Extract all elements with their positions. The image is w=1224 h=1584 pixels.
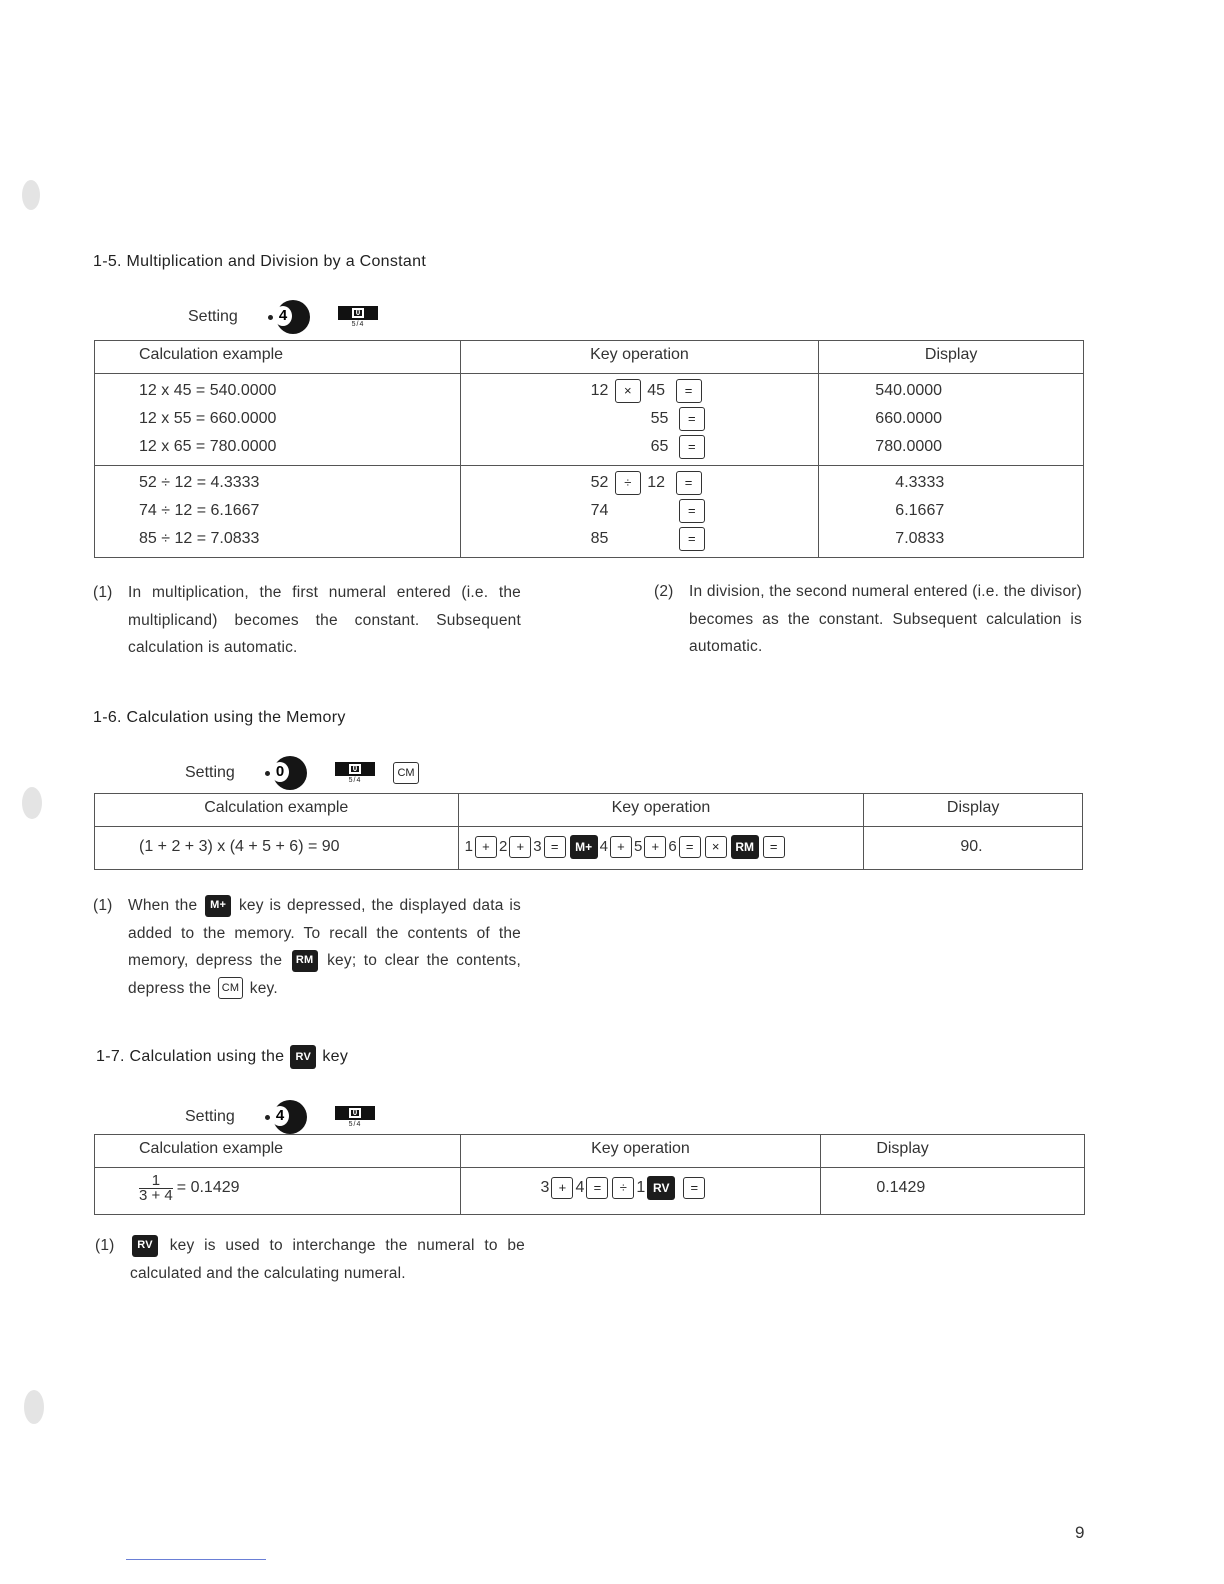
setting-label: Setting [188, 308, 238, 325]
example-line: 12 x 55 = 660.0000 [139, 410, 277, 427]
equals-key: = [679, 527, 705, 551]
setting-label: Setting [185, 764, 235, 781]
multiply-key: × [615, 379, 641, 403]
equals-key: = [679, 435, 705, 459]
key-digit: 45 [647, 382, 666, 399]
key-digit: 55 [650, 410, 669, 427]
equals-key: = [586, 1177, 608, 1199]
key-digit: 85 [590, 530, 609, 547]
div-examples [95, 466, 461, 558]
scan-blot [24, 1390, 44, 1424]
note-1-6-1: (1) When the M+ key is depressed, the displayed data is added to the memory. To recall the contents of the memory, depress the RM key; to clear the contents, depress the CM key. [93, 892, 521, 1002]
display-value: 6.1667 [895, 502, 945, 519]
decimal-dial-icon: 0 [273, 756, 307, 790]
key-digit: 74 [590, 502, 609, 519]
header-display: Display [821, 1135, 1085, 1168]
reverse-key: RV [290, 1045, 316, 1069]
example-line: 52 ÷ 12 = 4.3333 [139, 474, 260, 491]
display-value: 7.0833 [895, 530, 945, 547]
plus-key: + [475, 836, 497, 858]
plus-key: + [644, 836, 666, 858]
recall-memory-key: RM [731, 835, 759, 859]
mult-keys [460, 374, 819, 466]
plus-key: + [610, 836, 632, 858]
example-line: 74 ÷ 12 = 6.1667 [139, 502, 260, 519]
table-1-6 [94, 793, 1083, 870]
memory-display: 90. [864, 827, 1083, 870]
example-line: 12 x 65 = 780.0000 [139, 438, 277, 455]
rounding-switch-icon: 0 5/4 [335, 1106, 375, 1128]
plus-key: + [509, 836, 531, 858]
div-display [819, 466, 1084, 558]
reverse-keys: 3 + 4 = ÷ 1 RV = [460, 1168, 821, 1215]
mult-display [819, 374, 1084, 466]
equals-key: = [676, 471, 702, 495]
header-display: Display [864, 794, 1083, 827]
note-1-5-2: (2) In division, the second numeral entered (i.e. the divisor) becomes as the constant. Subsequent calculation is automatic. [654, 583, 1082, 655]
dial-dot [268, 315, 273, 320]
note-1-5-1: (1) In multiplication, the first numeral entered (i.e. the multiplicand) becomes the constant. Subsequent calculation is automatic. [93, 584, 521, 656]
header-keys: Key operation [460, 341, 819, 374]
scan-blot [22, 787, 42, 819]
header-example: Calculation example [95, 794, 459, 827]
plus-key: + [551, 1177, 573, 1199]
header-example: Calculation example [95, 1135, 461, 1168]
clear-memory-key: CM [218, 977, 244, 999]
header-example: Calculation example [95, 341, 461, 374]
key-digit: 52 [590, 474, 609, 491]
mult-examples [95, 374, 461, 466]
divide-key: ÷ [615, 471, 641, 495]
equals-key: = [679, 407, 705, 431]
section-1-6-title: 1-6. Calculation using the Memory [93, 709, 346, 726]
equals-key: = [763, 836, 785, 858]
equals-key: = [679, 836, 701, 858]
footer-rule [126, 1559, 266, 1560]
rounding-switch-icon: 0 5/4 [335, 762, 375, 784]
reverse-key: RV [647, 1176, 675, 1200]
divide-key: ÷ [612, 1177, 634, 1199]
memory-example: (1 + 2 + 3) x (4 + 5 + 6) = 90 [95, 827, 459, 870]
key-digit: 65 [650, 438, 669, 455]
rounding-switch-icon: 0 5/4 [338, 306, 378, 328]
display-value: 780.0000 [875, 438, 943, 455]
section-1-7-title: 1-7. Calculation using the RV key [96, 1045, 348, 1069]
example-line: 12 x 45 = 540.0000 [139, 382, 277, 399]
header-keys: Key operation [458, 794, 864, 827]
key-digit: 12 [590, 382, 609, 399]
table-1-7 [94, 1134, 1085, 1215]
page-number: 9 [1075, 1523, 1085, 1542]
dial-dot [265, 1115, 270, 1120]
note-1-7-1: (1) RV key is used to interchange the numeral to be calculated and the calculating numeral. [95, 1232, 525, 1287]
reverse-key: RV [132, 1235, 158, 1257]
equals-key: = [676, 379, 702, 403]
header-display: Display [819, 341, 1084, 374]
table-1-5 [94, 340, 1084, 558]
memory-plus-key: M+ [205, 895, 231, 917]
fraction: $\frac{1}{3 + 4}$ [139, 1171, 173, 1204]
scan-blot [22, 180, 40, 210]
setting-label: Setting [185, 1108, 235, 1125]
clear-memory-key: CM [393, 762, 419, 784]
dial-dot [265, 771, 270, 776]
multiply-key: × [705, 836, 727, 858]
reverse-display: 0.1429 [821, 1168, 1085, 1215]
display-value: 4.3333 [895, 474, 945, 491]
key-digit: 12 [647, 474, 666, 491]
equals-key: = [683, 1177, 705, 1199]
reverse-example: $\frac{1}{3 + 4}$ = 0.1429 [95, 1168, 461, 1215]
div-keys [460, 466, 819, 558]
equals-key: = [544, 836, 566, 858]
display-value: 540.0000 [875, 382, 943, 399]
setting-1-5 [188, 300, 378, 334]
display-value: 660.0000 [875, 410, 943, 427]
header-keys: Key operation [460, 1135, 821, 1168]
setting-1-7 [185, 1100, 375, 1134]
memory-keys: 1 + 2 + 3 = M+ 4 + 5 + 6 = × RM = [458, 827, 864, 870]
memory-plus-key: M+ [570, 835, 598, 859]
setting-1-6 [185, 756, 419, 790]
recall-memory-key: RM [292, 950, 318, 972]
equals-key: = [679, 499, 705, 523]
decimal-dial-icon: 4 [273, 1100, 307, 1134]
section-1-5-title: 1-5. Multiplication and Division by a Constant [93, 253, 427, 270]
example-line: 85 ÷ 12 = 7.0833 [139, 530, 260, 547]
decimal-dial-icon: 4 [276, 300, 310, 334]
